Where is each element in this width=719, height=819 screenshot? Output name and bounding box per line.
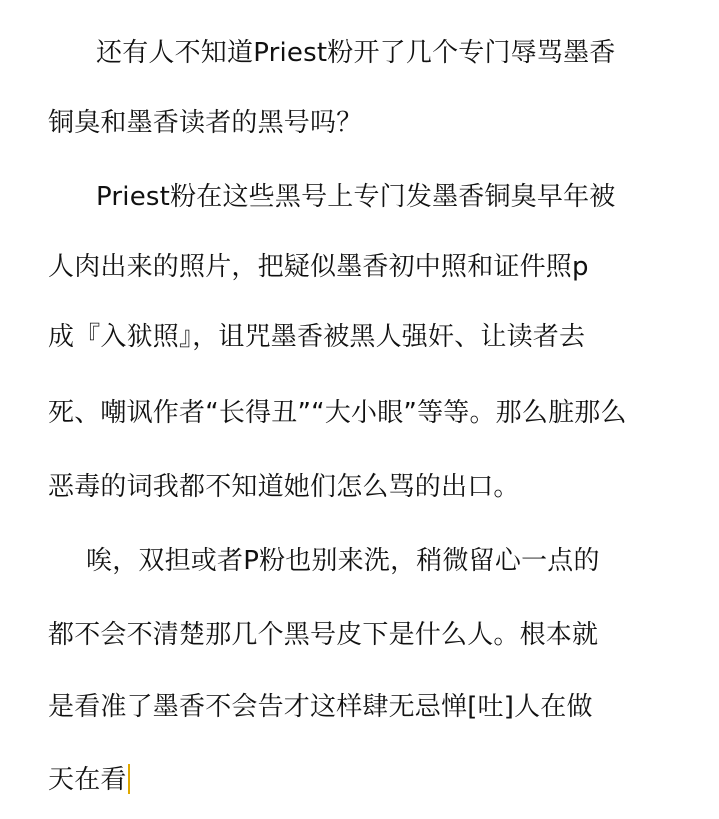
text-line-6: 死、嘲讽作者“长得丑”“大小眼”等等。那么脏那么 xyxy=(48,398,627,428)
text-line-9: 都不会不清楚那几个黑号皮下是什么人。根本就 xyxy=(48,620,599,650)
text-line-11-wrap xyxy=(48,764,130,795)
text-line-1: 还有人不知道Priest粉开了几个专门辱骂墨香 xyxy=(96,38,616,68)
text-line-11: 天在看 xyxy=(48,765,127,795)
text-line-4: 人肉出来的照片，把疑似墨香初中照和证件照p xyxy=(48,252,589,282)
text-line-7: 恶毒的词我都不知道她们怎么骂的出口。 xyxy=(48,472,520,502)
text-cursor xyxy=(128,764,130,794)
text-line-10: 是看准了墨香不会告才这样肆无忌惮[吐]人在做 xyxy=(48,692,593,722)
text-line-8: 唉，双担或者P粉也别来洗，稍微留心一点的 xyxy=(86,546,600,576)
text-line-3: Priest粉在这些黑号上专门发墨香铜臭早年被 xyxy=(96,182,616,212)
text-line-5: 成『入狱照』，诅咒墨香被黑人强奸、让读者去 xyxy=(48,322,586,352)
text-line-2: 铜臭和墨香读者的黑号吗？ xyxy=(48,108,363,138)
